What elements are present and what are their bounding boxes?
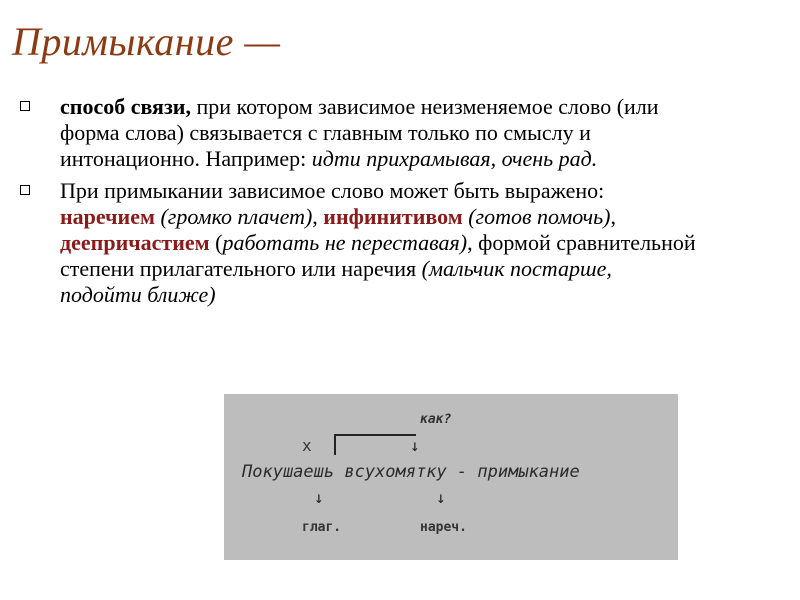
diagram-sentence: Покушаешь всухомятку - примыкание bbox=[242, 462, 580, 482]
arrow-down-icon: ↓ bbox=[436, 488, 446, 507]
bullet-expression bbox=[18, 178, 698, 308]
adverb-example: (громко плачет) bbox=[154, 204, 313, 229]
bullet-definition bbox=[18, 94, 698, 172]
example-text: идти прихрамывая, очень рад. bbox=[311, 146, 598, 171]
infinitive-term: инфинитивом bbox=[323, 204, 463, 229]
verb-label: глаг. bbox=[302, 520, 342, 535]
expression-intro: При примыкании зависимое слово может быть выражено: bbox=[60, 178, 605, 203]
gerund-term: деепричастием bbox=[60, 230, 210, 255]
comparative-text: , формой сравнительной степени прилагательного или наречия bbox=[60, 230, 696, 281]
definition-text: при котором зависимое неизменяемое слово (или форма слова) связывается с главным только по смыслу и интонационно. Например: bbox=[60, 94, 659, 171]
connector-horizontal bbox=[334, 434, 416, 436]
adverb-label: нареч. bbox=[420, 520, 467, 535]
term-text: способ связи, bbox=[60, 94, 191, 119]
adverb-term: наречием bbox=[60, 204, 155, 229]
question-label: как? bbox=[420, 412, 452, 427]
arrow-down-icon: ↓ bbox=[314, 488, 324, 507]
slide-title: Примыкание — bbox=[12, 19, 281, 64]
bullet-list bbox=[18, 94, 698, 314]
paren-open: ( bbox=[209, 230, 223, 255]
square-bullet-icon bbox=[20, 185, 30, 195]
x-mark: x bbox=[302, 436, 312, 455]
connector-vertical-left bbox=[334, 435, 336, 455]
comma: , bbox=[610, 204, 616, 229]
gerund-example: работать не переставая) bbox=[222, 230, 468, 255]
square-bullet-icon bbox=[20, 101, 30, 111]
infinitive-example: (готов помочь) bbox=[462, 204, 611, 229]
parse-diagram bbox=[224, 394, 678, 560]
comparative-example: (мальчик постарше, подойти ближе) bbox=[60, 256, 612, 307]
arrow-down-icon: ↓ bbox=[410, 436, 420, 455]
comma: , bbox=[312, 204, 324, 229]
